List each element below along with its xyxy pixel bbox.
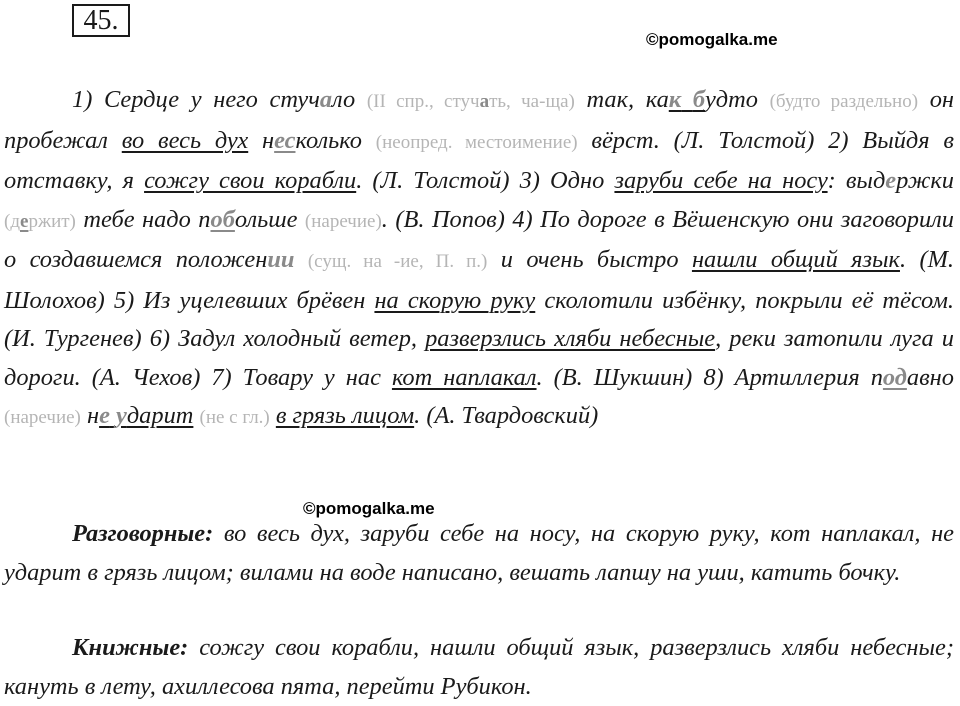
underlined-letters: к б bbox=[668, 86, 705, 113]
text: . (М. Шолохов) 5) Из уцелевших брёвен bbox=[4, 246, 954, 314]
text: . (А. Твардовский) bbox=[414, 402, 599, 429]
text: : выд bbox=[827, 167, 886, 194]
grammar-note: (неопред. местоимение) bbox=[375, 131, 578, 153]
highlighted-letters: об bbox=[210, 205, 235, 233]
text: удто bbox=[705, 86, 770, 113]
bookish-text: сожгу свои корабли, нашли общий язык, разверзлись хляби небесные; кануть в лету, ахиллесова пята, перейти Рубикон. bbox=[4, 634, 954, 700]
text: и очень быстро bbox=[487, 246, 692, 273]
text: вёрст. (Л. Толстой) 2) Выйдя в отставку, я bbox=[4, 126, 954, 194]
idiom-underlined: разверзлись хляби небесные bbox=[425, 325, 716, 352]
conversational-paragraph bbox=[4, 515, 954, 592]
exercise-paragraph bbox=[4, 81, 954, 438]
highlighted-letter: а bbox=[479, 91, 490, 112]
grammar-note: (держит) bbox=[4, 210, 76, 232]
bookish-label: Книжные: bbox=[72, 634, 189, 661]
text: 1) Сердце у него стуч bbox=[72, 86, 320, 113]
idiom-underlined: во весь дух bbox=[121, 126, 249, 154]
idiom-underlined: на скорую руку bbox=[374, 286, 536, 314]
text: , реки затопили луга и дороги. (А. Чехов) 7) Товару у нас bbox=[4, 325, 954, 391]
grammar-note: (II спр., стучать, ча-ща) bbox=[366, 91, 575, 112]
grammar-note: (не с гл.) bbox=[199, 407, 270, 428]
watermark-top: ©pomogalka.me bbox=[646, 30, 778, 49]
grammar-note: (будто раздельно) bbox=[769, 91, 919, 112]
highlighted-letter: е bbox=[20, 210, 29, 232]
text: . (Л. Толстой) 3) Одно bbox=[356, 167, 615, 194]
text: ольше bbox=[234, 205, 305, 233]
idiom-underlined: нашли общий язык bbox=[691, 246, 900, 273]
grammar-note: (наречие) bbox=[4, 407, 81, 428]
highlighted-letters: ии bbox=[267, 246, 295, 273]
idiom-underlined: е ударит bbox=[99, 402, 194, 429]
watermark-middle: ©pomogalka.me bbox=[303, 499, 435, 518]
conversational-label: Разговорные: bbox=[72, 520, 214, 547]
text: колько bbox=[295, 126, 376, 154]
text: так, ка bbox=[574, 86, 669, 113]
conversational-text: во весь дух, заруби себе на носу, на скорую руку, кот наплакал, не ударит в грязь лицом; вилами на воде написано, вешать лапшу на уши, катить бочку. bbox=[4, 520, 954, 586]
text: н bbox=[80, 402, 100, 429]
text: авно bbox=[906, 363, 954, 391]
text: . (В. Шукшин) 8) Артиллерия п bbox=[536, 363, 883, 391]
idiom-underlined: сожгу свои корабли bbox=[144, 167, 357, 194]
highlighted-letters: од bbox=[882, 363, 907, 391]
text: н bbox=[248, 126, 275, 154]
text: тебе надо п bbox=[75, 205, 211, 233]
task-number: 45. bbox=[72, 4, 130, 37]
highlighted-letter: а bbox=[319, 86, 333, 113]
idiom-underlined: кот наплакал bbox=[391, 363, 537, 391]
text: сколотили избёнку, покрыли её тёсом. (И. Тургенев) 6) Задул холодный ветер, bbox=[4, 286, 954, 352]
idiom-underlined: заруби себе на носу bbox=[614, 167, 828, 194]
highlighted-letter: е bbox=[885, 167, 897, 194]
text: ржки bbox=[896, 167, 954, 194]
highlighted-letters: ес bbox=[274, 126, 296, 154]
bookish-paragraph bbox=[4, 629, 954, 706]
text: он пробежал bbox=[4, 86, 954, 154]
grammar-note: (сущ. на -ие, П. п.) bbox=[307, 251, 488, 272]
grammar-note: (наречие) bbox=[304, 210, 382, 232]
text: ло bbox=[332, 86, 367, 113]
idiom-underlined: в грязь лицом bbox=[275, 402, 415, 429]
text: . (В. Попов) 4) По дороге в Вёшенскую они заговорили о создавшемся положен bbox=[4, 205, 954, 273]
